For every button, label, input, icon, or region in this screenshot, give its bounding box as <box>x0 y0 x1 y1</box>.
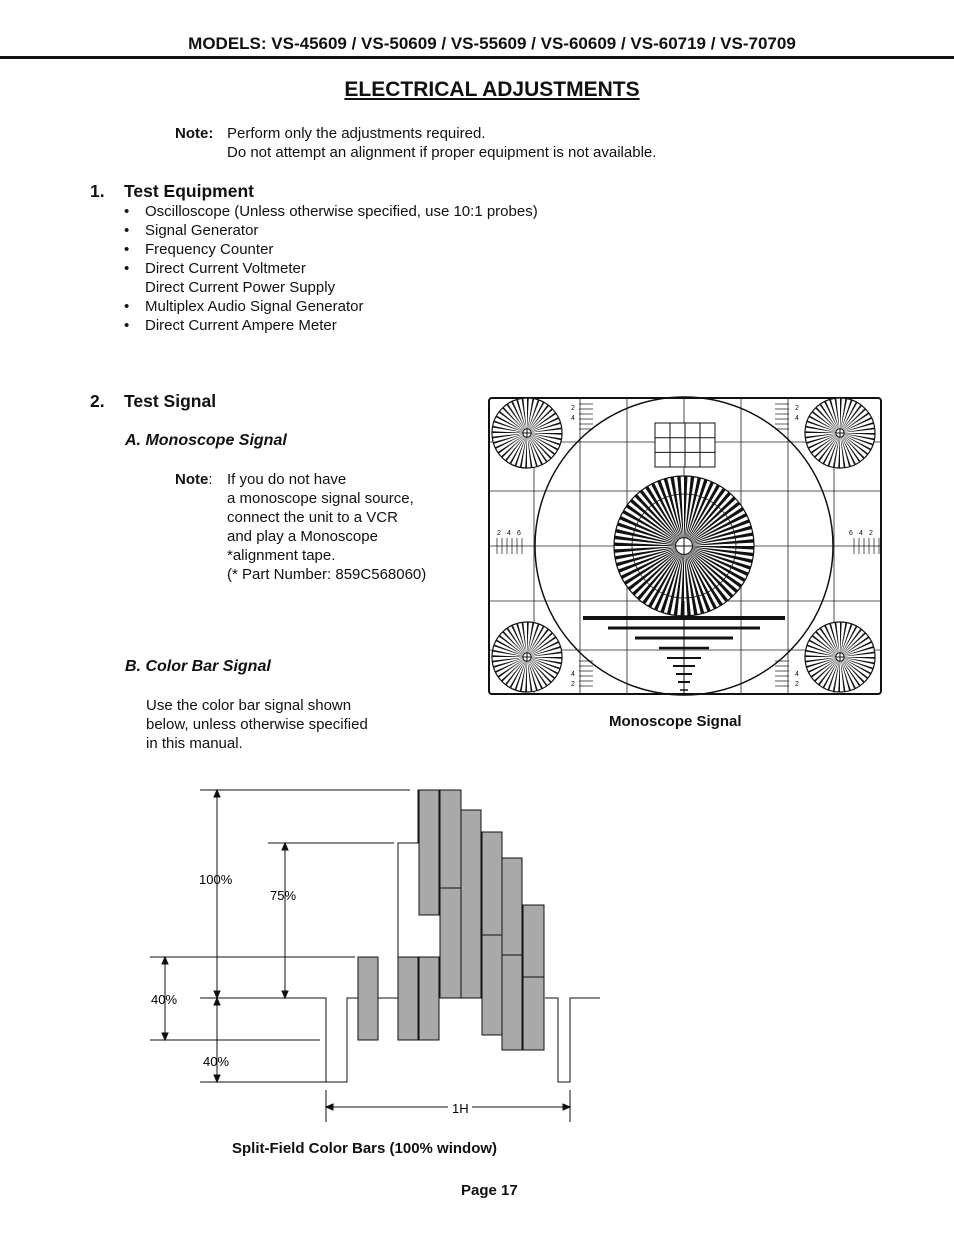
color-bar-caption: Split-Field Color Bars (100% window) <box>232 1140 498 1157</box>
note-a-line: a monoscope signal source, <box>227 490 414 507</box>
equipment-item <box>124 259 644 297</box>
color-bar <box>502 858 522 955</box>
note-a-colon: : <box>208 471 213 488</box>
section2-heading: Test Signal <box>124 391 217 411</box>
scale-label: 4 <box>571 671 575 678</box>
color-bar <box>523 905 544 977</box>
monoscope-small-grid <box>655 423 715 467</box>
scale-label: 4 <box>507 530 511 537</box>
center-wheel <box>614 476 754 616</box>
arrow-head <box>282 991 288 998</box>
note-a-line: connect the unit to a VCR <box>227 509 398 526</box>
monoscope-caption: Monoscope Signal <box>609 713 742 730</box>
header-rule <box>0 56 954 59</box>
color-bar <box>358 957 378 1040</box>
equipment-item-text: Frequency Counter <box>145 241 274 258</box>
monoscope-pattern <box>487 396 883 697</box>
arrow-head <box>162 1033 168 1040</box>
arrow-head <box>214 998 220 1005</box>
color-bar <box>440 790 461 888</box>
subsection-a-heading: A. Monoscope Signal <box>125 432 287 449</box>
color-bar-waveform <box>140 780 620 1130</box>
label-100-percent: 100% <box>199 872 233 887</box>
note-line-2: Do not attempt an alignment if proper equipment is not available. <box>227 144 657 161</box>
equipment-item <box>124 240 644 259</box>
subsection-b-heading: B. Color Bar Signal <box>125 658 271 675</box>
color-bar <box>419 790 439 915</box>
equipment-item-text: Direct Current Ampere Meter <box>145 317 337 334</box>
scale-label: 4 <box>795 671 799 678</box>
corner-wheel <box>492 622 562 692</box>
label-75-percent: 75% <box>270 888 297 903</box>
page-number: Page 17 <box>461 1182 518 1199</box>
note-a-line: and play a Monoscope <box>227 528 378 545</box>
corner-wheel <box>805 398 875 468</box>
scale-label: 4 <box>571 415 575 422</box>
scale-label: 6 <box>849 530 853 537</box>
color-bar <box>482 935 502 1035</box>
arrow-head <box>214 1075 220 1082</box>
monoscope-center-wheel <box>614 476 754 616</box>
models-header: MODELS: VS-45609 / VS-50609 / VS-55609 / VS-60609 / VS-60719 / VS-70709 <box>188 34 796 53</box>
label-40-percent-lower: 40% <box>203 1054 230 1069</box>
equipment-list <box>124 202 644 335</box>
equipment-item-text: Signal Generator <box>145 222 259 239</box>
color-bar <box>461 810 481 998</box>
waveform-bars <box>358 790 544 1050</box>
scale-label: 4 <box>859 530 863 537</box>
section2-number: 2. <box>90 391 105 411</box>
color-bar <box>502 955 522 1050</box>
arrow-head <box>162 957 168 964</box>
color-bar-line: Use the color bar signal shown <box>146 697 352 714</box>
note-a-label <box>175 471 213 488</box>
note-a-line: If you do not have <box>227 471 347 488</box>
scale-label: 2 <box>497 530 501 537</box>
equipment-item-text-2: Direct Current Power Supply <box>145 279 336 296</box>
arrow-head <box>326 1104 333 1110</box>
color-bar-line: in this manual. <box>146 735 243 752</box>
scale-label: 2 <box>795 681 799 688</box>
color-bar-description <box>146 696 406 753</box>
color-bar <box>440 888 461 998</box>
scale-label: 6 <box>517 530 521 537</box>
equipment-item-text: Multiplex Audio Signal Generator <box>145 298 364 315</box>
page-title: ELECTRICAL ADJUSTMENTS <box>344 78 640 101</box>
scale-label: 2 <box>795 405 799 412</box>
note-line-1: Perform only the adjustments required. <box>227 125 486 142</box>
section1-number: 1. <box>90 181 105 201</box>
color-bar <box>419 957 439 1040</box>
note-a-line: *alignment tape. <box>227 547 336 564</box>
scale-label: 2 <box>571 405 575 412</box>
section1-heading: Test Equipment <box>124 181 254 201</box>
waveform-trace-end <box>545 998 600 1082</box>
equipment-item <box>124 202 644 221</box>
color-bar <box>523 977 544 1050</box>
equipment-item-text: Oscilloscope (Unless otherwise specified, use 10:1 probes) <box>145 203 538 220</box>
scale-label: 2 <box>571 681 575 688</box>
color-bar-line: below, unless otherwise specified <box>146 716 368 733</box>
arrow-head <box>214 790 220 797</box>
note-a-line: (* Part Number: 859C568060) <box>227 566 427 583</box>
corner-wheel <box>805 622 875 692</box>
note-a-text <box>227 470 467 584</box>
note-a-label-text: Note <box>175 471 209 488</box>
scale-label: 4 <box>795 415 799 422</box>
corner-wheel <box>492 398 562 468</box>
arrow-head <box>563 1104 570 1110</box>
equipment-item-text: Direct Current Voltmeter <box>145 260 306 277</box>
color-bar <box>482 832 502 935</box>
arrow-head <box>282 843 288 850</box>
label-40-percent-upper: 40% <box>151 992 178 1007</box>
equipment-item <box>124 316 644 335</box>
scale-label: 2 <box>869 530 873 537</box>
label-1h: 1H <box>452 1101 469 1116</box>
note-label: Note: <box>175 125 214 142</box>
equipment-item <box>124 297 644 316</box>
equipment-item <box>124 221 644 240</box>
color-bar <box>398 957 418 1040</box>
